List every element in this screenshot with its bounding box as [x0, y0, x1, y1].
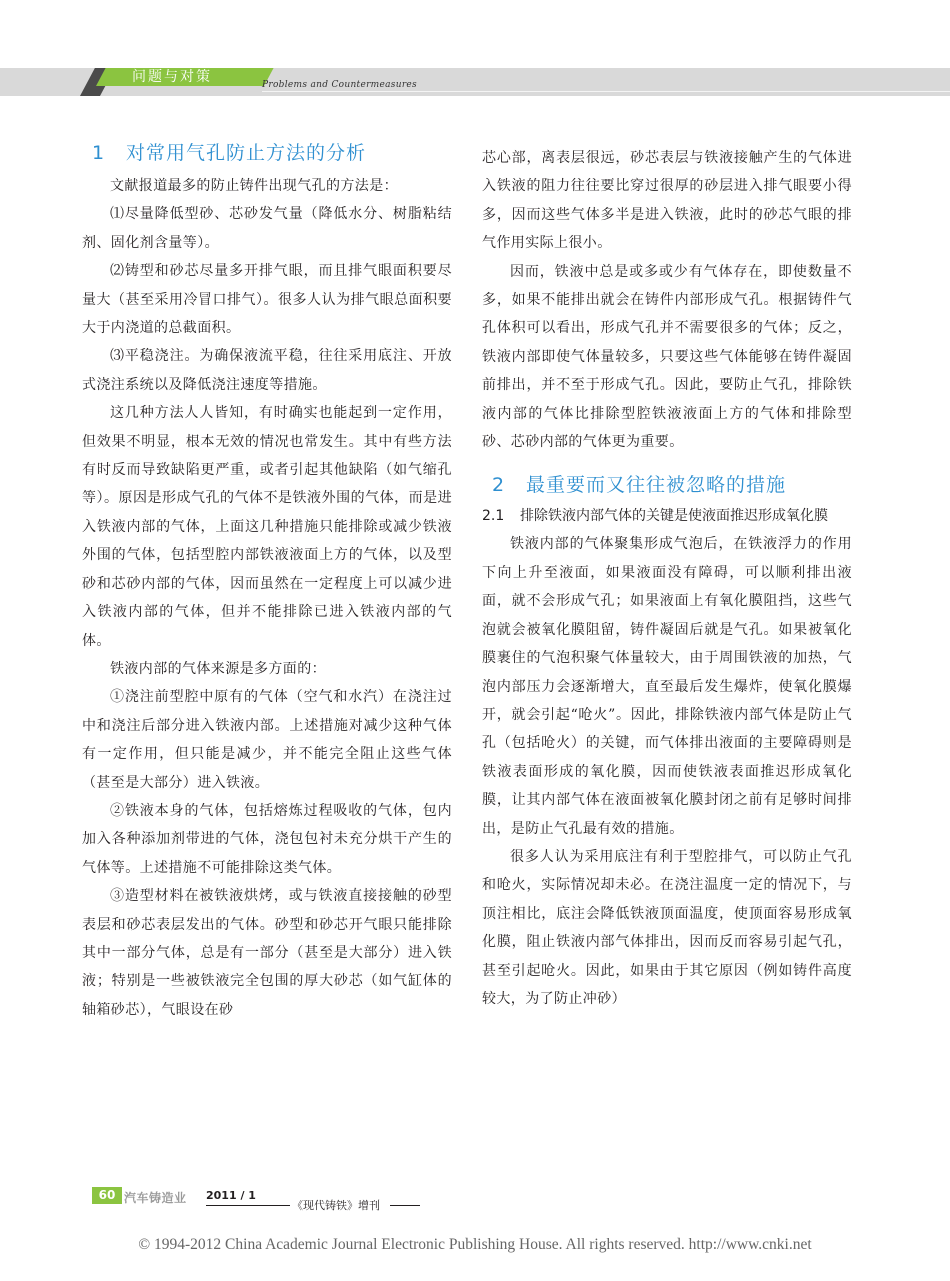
section-2-number: 2 [492, 474, 506, 497]
subsection-2-1-heading [482, 502, 852, 530]
footer-rule [206, 1205, 290, 1206]
paragraph: ⑴尽量降低型砂、芯砂发气量（降低水分、树脂粘结剂、固化剂含量等）。 [82, 206, 452, 251]
paragraph: 因而，铁液中总是或多或少有气体存在，即使数量不多，如果不能排出就会在铸件内部形成气孔。根据铸件气孔体积可以看出，形成气孔并不需要很多的气体；反之，铁液内部即使气体量较多，只要这些气体能够在铸件凝固前排出，并不至于形成气孔。因此，要防止气孔，排除铁液内部的气体比排除型腔铁液液面上方的气体和排除型砂、芯砂内部的气体更为重要。 [482, 263, 852, 451]
paragraph: 很多人认为采用底注有利于型腔排气，可以防止气孔和呛火，实际情况却未必。在浇注温度一定的情况下，与顶注相比，底注会降低铁液顶面温度，使顶面容易形成氧化膜，阻止铁液内部气体排出，因而反而容易引起气孔，甚至引起呛火。因此，如果由于其它原因（例如铸件高度较大，为了防止冲砂） [482, 848, 852, 1007]
section-label-en: Problems and Countermeasures [262, 80, 417, 90]
section-1-number: 1 [92, 142, 106, 164]
paragraph: 铁液内部的气体聚集形成气泡后，在铁液浮力的作用下向上升至液面，如果液面没有障碍，可以顺利排出液面，就不会形成气孔；如果液面上有氧化膜阻挡，这些气泡就会被氧化膜阻留，铸件凝固后就是气孔。如果被氧化膜裹住的气泡积聚气体量较大，由于周围铁液的加热，气泡内部压力会逐渐增大，直至最后发生爆炸，使氧化膜爆开，就会引起“呛火”。因此，排除铁液内部气体是防止气孔（包括呛火）的关键，而气体排出液面的主要障碍则是铁液表面形成的氧化膜，因而使铁液表面推迟形成氧化膜，让其内部气体在液面被氧化膜封闭之前有足够时间排出，是防止气孔最有效的措施。 [482, 536, 852, 837]
paragraph: 文献报道最多的防止铸件出现气孔的方法是： [110, 178, 398, 194]
section-1-heading [82, 140, 452, 166]
section-1-title: 对常用气孔防止方法的分析 [126, 142, 367, 164]
left-column [82, 140, 452, 1024]
paragraph-continued: 芯心部，离表层很远，砂芯表层与铁液接触产生的气体进入铁液的阻力往往要比穿过很厚的砂层进入排气眼要小得多，因而这些气体多半是进入铁液，此时的砂芯气眼的排气作用实际上很小。 [482, 150, 852, 252]
paragraph: ②铁液本身的气体，包括熔炼过程吸收的气体，包内加入各种添加剂带进的气体，浇包包衬未充分烘干产生的气体等。上述措施不可能排除这类气体。 [82, 802, 452, 876]
copyright-notice: © 1994-2012 China Academic Journal Electronic Publishing House. All rights reserved. http://www.cnki.net [138, 1236, 812, 1253]
journal-name: 汽车铸造业 [124, 1191, 187, 1205]
section-2-heading [482, 472, 852, 498]
paragraph: 这几种方法人人皆知，有时确实也能起到一定作用，但效果不明显，根本无效的情况也常发生。其中有些方法有时反而导致缺陷更严重，或者引起其他缺陷（如气缩孔等）。原因是形成气孔的气体不是铁液外围的气体，而是进入铁液内部的气体，上面这几种措施只能排除或减少铁液外围的气体，包括型腔内部铁液液面上方的气体，以及型砂和芯砂内部的气体，因而虽然在一定程度上可以减少进入铁液内部的气体，但并不能排除已进入铁液内部的气体。 [82, 405, 452, 649]
section-label-cn: 问题与对策 [132, 69, 212, 85]
header-rule [262, 91, 950, 92]
issue-number: 2011 / 1 [206, 1189, 256, 1202]
paragraph: 铁液内部的气体来源是多方面的： [110, 660, 326, 677]
subsection-2-1-number: 2.1 [482, 508, 505, 525]
page-number: 60 [92, 1187, 122, 1204]
paragraph: ⑶平稳浇注。为确保液流平稳，往往采用底注、开放式浇注系统以及降低浇注速度等措施。 [82, 348, 452, 393]
paragraph: ⑵铸型和砂芯尽量多开排气眼，而且排气眼面积要尽量大（甚至采用冷冒口排气）。很多人认为排气眼总面积要大于内浇道的总截面积。 [82, 263, 452, 337]
supplement-label: 《现代铸铁》增刊 [292, 1199, 380, 1212]
section-2-title: 最重要而又往往被忽略的措施 [526, 474, 787, 497]
paragraph: ①浇注前型腔中原有的气体（空气和水汽）在浇注过中和浇注后部分进入铁液内部。上述措施对减少这种气体有一定作用，但只能是减少，并不能完全阻止这些气体（甚至是大部分）进入铁液。 [82, 689, 452, 791]
right-column [482, 144, 852, 1013]
footer-rule [390, 1205, 420, 1206]
subsection-2-1-title: 排除铁液内部气体的关键是使液面推迟形成氧化膜 [520, 508, 828, 525]
paragraph: ③造型材料在被铁液烘烤，或与铁液直接接触的砂型表层和砂芯表层发出的气体。砂型和砂芯开气眼只能排除其中一部分气体，总是有一部分（甚至是大部分）进入铁液；特别是一些被铁液完全包围的厚大砂芯（如气缸体的轴箱砂芯），气眼设在砂 [82, 888, 452, 1018]
